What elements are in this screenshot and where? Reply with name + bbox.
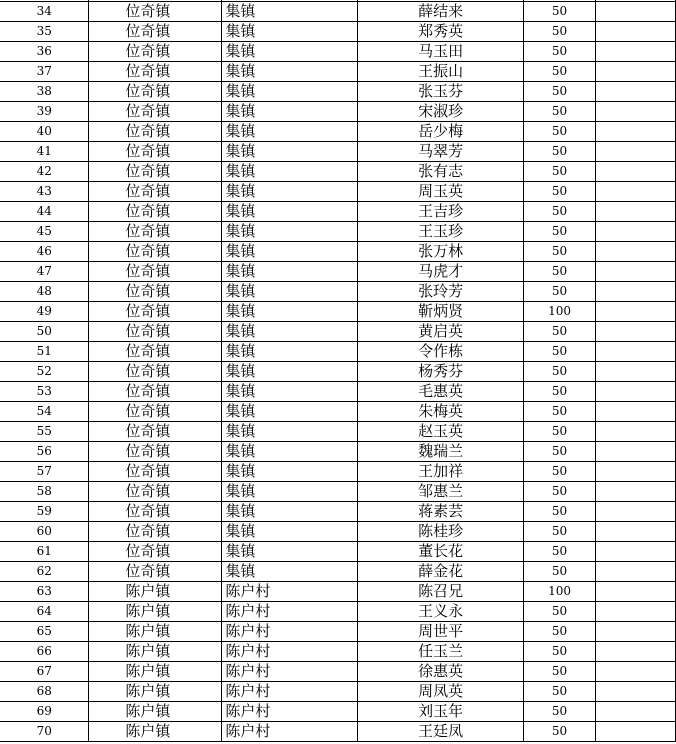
person-name-cell: 陈桂珍 (358, 521, 524, 541)
town-cell: 位奇镇 (89, 401, 222, 421)
table-row (0, 541, 676, 561)
town-cell: 位奇镇 (89, 41, 222, 61)
town-cell: 位奇镇 (89, 241, 222, 261)
town-cell: 位奇镇 (89, 541, 222, 561)
person-name-cell: 周凤英 (358, 681, 524, 701)
table-row (0, 401, 676, 421)
empty-cell (596, 261, 676, 281)
table-row (0, 701, 676, 721)
village-cell: 集镇 (222, 161, 358, 181)
town-cell: 位奇镇 (89, 361, 222, 381)
empty-cell (596, 361, 676, 381)
amount-cell: 50 (524, 381, 596, 401)
person-name-cell: 薛金花 (358, 561, 524, 581)
amount-cell: 50 (524, 541, 596, 561)
empty-cell (596, 141, 676, 161)
village-cell: 集镇 (222, 561, 358, 581)
table-row (0, 641, 676, 661)
town-cell: 陈户镇 (89, 681, 222, 701)
town-cell: 位奇镇 (89, 461, 222, 481)
row-number-cell: 34 (0, 1, 89, 21)
table-row (0, 1, 676, 21)
person-name-cell: 黄启英 (358, 321, 524, 341)
amount-cell: 50 (524, 641, 596, 661)
amount-cell: 50 (524, 441, 596, 461)
row-number-cell: 43 (0, 181, 89, 201)
table-row (0, 281, 676, 301)
village-cell: 陈户村 (222, 681, 358, 701)
row-number-cell: 70 (0, 721, 89, 741)
amount-cell: 50 (524, 21, 596, 41)
town-cell: 位奇镇 (89, 261, 222, 281)
person-name-cell: 张有志 (358, 161, 524, 181)
table-row (0, 681, 676, 701)
empty-cell (596, 301, 676, 321)
amount-cell: 50 (524, 1, 596, 21)
table-row (0, 141, 676, 161)
empty-cell (596, 381, 676, 401)
amount-cell: 100 (524, 581, 596, 601)
empty-cell (596, 661, 676, 681)
town-cell: 位奇镇 (89, 441, 222, 461)
village-cell: 陈户村 (222, 621, 358, 641)
amount-cell: 50 (524, 241, 596, 261)
empty-cell (596, 41, 676, 61)
row-number-cell: 46 (0, 241, 89, 261)
village-cell: 集镇 (222, 521, 358, 541)
row-number-cell: 55 (0, 421, 89, 441)
village-cell: 集镇 (222, 221, 358, 241)
village-cell: 陈户村 (222, 601, 358, 621)
village-cell: 集镇 (222, 101, 358, 121)
amount-cell: 50 (524, 621, 596, 641)
empty-cell (596, 201, 676, 221)
row-number-cell: 69 (0, 701, 89, 721)
empty-cell (596, 401, 676, 421)
table-row (0, 221, 676, 241)
village-cell: 集镇 (222, 21, 358, 41)
person-name-cell: 赵玉英 (358, 421, 524, 441)
row-number-cell: 56 (0, 441, 89, 461)
town-cell: 位奇镇 (89, 141, 222, 161)
person-name-cell: 郑秀英 (358, 21, 524, 41)
amount-cell: 50 (524, 481, 596, 501)
person-name-cell: 令作栋 (358, 341, 524, 361)
amount-cell: 50 (524, 681, 596, 701)
village-cell: 集镇 (222, 501, 358, 521)
row-number-cell: 63 (0, 581, 89, 601)
amount-cell: 50 (524, 341, 596, 361)
empty-cell (596, 721, 676, 741)
amount-cell: 50 (524, 501, 596, 521)
person-name-cell: 宋淑珍 (358, 101, 524, 121)
amount-cell: 50 (524, 661, 596, 681)
empty-cell (596, 161, 676, 181)
table-row (0, 341, 676, 361)
village-cell: 集镇 (222, 241, 358, 261)
town-cell: 位奇镇 (89, 381, 222, 401)
table-row (0, 261, 676, 281)
amount-cell: 50 (524, 221, 596, 241)
town-cell: 位奇镇 (89, 321, 222, 341)
row-number-cell: 68 (0, 681, 89, 701)
town-cell: 陈户镇 (89, 721, 222, 741)
row-number-cell: 66 (0, 641, 89, 661)
empty-cell (596, 561, 676, 581)
table-row (0, 321, 676, 341)
amount-cell: 50 (524, 721, 596, 741)
person-name-cell: 马虎才 (358, 261, 524, 281)
town-cell: 位奇镇 (89, 201, 222, 221)
town-cell: 陈户镇 (89, 661, 222, 681)
person-name-cell: 张玲芳 (358, 281, 524, 301)
amount-cell: 50 (524, 41, 596, 61)
amount-cell: 50 (524, 281, 596, 301)
table-row (0, 581, 676, 601)
village-cell: 集镇 (222, 361, 358, 381)
town-cell: 位奇镇 (89, 21, 222, 41)
row-number-cell: 65 (0, 621, 89, 641)
empty-cell (596, 541, 676, 561)
village-cell: 集镇 (222, 421, 358, 441)
town-cell: 陈户镇 (89, 641, 222, 661)
row-number-cell: 51 (0, 341, 89, 361)
town-cell: 位奇镇 (89, 481, 222, 501)
empty-cell (596, 341, 676, 361)
town-cell: 位奇镇 (89, 1, 222, 21)
empty-cell (596, 641, 676, 661)
row-number-cell: 53 (0, 381, 89, 401)
table-row (0, 81, 676, 101)
town-cell: 陈户镇 (89, 581, 222, 601)
empty-cell (596, 461, 676, 481)
person-name-cell: 杨秀芬 (358, 361, 524, 381)
village-cell: 集镇 (222, 381, 358, 401)
row-number-cell: 48 (0, 281, 89, 301)
row-number-cell: 57 (0, 461, 89, 481)
village-cell: 陈户村 (222, 641, 358, 661)
table-row (0, 481, 676, 501)
town-cell: 位奇镇 (89, 281, 222, 301)
person-name-cell: 王吉珍 (358, 201, 524, 221)
amount-cell: 50 (524, 161, 596, 181)
person-name-cell: 岳少梅 (358, 121, 524, 141)
village-cell: 集镇 (222, 341, 358, 361)
row-number-cell: 44 (0, 201, 89, 221)
amount-cell: 50 (524, 321, 596, 341)
village-cell: 集镇 (222, 141, 358, 161)
person-name-cell: 王廷凤 (358, 721, 524, 741)
table-row (0, 21, 676, 41)
person-name-cell: 张万林 (358, 241, 524, 261)
table-row (0, 721, 676, 741)
amount-cell: 50 (524, 181, 596, 201)
table-row (0, 501, 676, 521)
row-number-cell: 39 (0, 101, 89, 121)
person-name-cell: 任玉兰 (358, 641, 524, 661)
amount-cell: 50 (524, 61, 596, 81)
town-cell: 陈户镇 (89, 621, 222, 641)
row-number-cell: 40 (0, 121, 89, 141)
row-number-cell: 61 (0, 541, 89, 561)
empty-cell (596, 181, 676, 201)
empty-cell (596, 601, 676, 621)
person-name-cell: 薛结来 (358, 1, 524, 21)
amount-cell: 50 (524, 601, 596, 621)
town-cell: 位奇镇 (89, 341, 222, 361)
empty-cell (596, 481, 676, 501)
village-cell: 集镇 (222, 61, 358, 81)
empty-cell (596, 241, 676, 261)
town-cell: 陈户镇 (89, 601, 222, 621)
amount-cell: 100 (524, 301, 596, 321)
amount-cell: 50 (524, 421, 596, 441)
table-row (0, 381, 676, 401)
person-name-cell: 周世平 (358, 621, 524, 641)
person-name-cell: 毛惠英 (358, 381, 524, 401)
empty-cell (596, 101, 676, 121)
person-name-cell: 陈召兄 (358, 581, 524, 601)
row-number-cell: 67 (0, 661, 89, 681)
village-cell: 集镇 (222, 81, 358, 101)
village-cell: 集镇 (222, 121, 358, 141)
table-row (0, 441, 676, 461)
person-name-cell: 周玉英 (358, 181, 524, 201)
town-cell: 位奇镇 (89, 81, 222, 101)
village-cell: 集镇 (222, 441, 358, 461)
village-cell: 陈户村 (222, 701, 358, 721)
person-name-cell: 马翠芳 (358, 141, 524, 161)
table-row (0, 161, 676, 181)
person-name-cell: 王玉珍 (358, 221, 524, 241)
amount-cell: 50 (524, 261, 596, 281)
town-cell: 位奇镇 (89, 61, 222, 81)
row-number-cell: 58 (0, 481, 89, 501)
empty-cell (596, 621, 676, 641)
town-cell: 陈户镇 (89, 701, 222, 721)
empty-cell (596, 121, 676, 141)
empty-cell (596, 441, 676, 461)
village-cell: 集镇 (222, 181, 358, 201)
amount-cell: 50 (524, 201, 596, 221)
village-cell: 集镇 (222, 461, 358, 481)
row-number-cell: 59 (0, 501, 89, 521)
table-row (0, 181, 676, 201)
table-row (0, 601, 676, 621)
amount-cell: 50 (524, 141, 596, 161)
table-row (0, 121, 676, 141)
row-number-cell: 38 (0, 81, 89, 101)
town-cell: 位奇镇 (89, 101, 222, 121)
row-number-cell: 49 (0, 301, 89, 321)
row-number-cell: 52 (0, 361, 89, 381)
person-name-cell: 王加祥 (358, 461, 524, 481)
row-number-cell: 36 (0, 41, 89, 61)
village-cell: 集镇 (222, 401, 358, 421)
table-row (0, 301, 676, 321)
amount-cell: 50 (524, 521, 596, 541)
person-name-cell: 邹惠兰 (358, 481, 524, 501)
town-cell: 位奇镇 (89, 521, 222, 541)
amount-cell: 50 (524, 461, 596, 481)
table-row (0, 61, 676, 81)
empty-cell (596, 221, 676, 241)
village-cell: 集镇 (222, 481, 358, 501)
table-row (0, 661, 676, 681)
town-cell: 位奇镇 (89, 421, 222, 441)
town-cell: 位奇镇 (89, 221, 222, 241)
table-row (0, 101, 676, 121)
person-name-cell: 王义永 (358, 601, 524, 621)
row-number-cell: 35 (0, 21, 89, 41)
person-name-cell: 张玉芬 (358, 81, 524, 101)
person-name-cell: 靳炳贤 (358, 301, 524, 321)
village-cell: 集镇 (222, 321, 358, 341)
person-name-cell: 朱梅英 (358, 401, 524, 421)
table-row (0, 241, 676, 261)
town-cell: 位奇镇 (89, 161, 222, 181)
town-cell: 位奇镇 (89, 121, 222, 141)
amount-cell: 50 (524, 81, 596, 101)
empty-cell (596, 681, 676, 701)
amount-cell: 50 (524, 561, 596, 581)
village-cell: 陈户村 (222, 721, 358, 741)
person-name-cell: 董长花 (358, 541, 524, 561)
row-number-cell: 41 (0, 141, 89, 161)
empty-cell (596, 61, 676, 81)
empty-cell (596, 21, 676, 41)
row-number-cell: 47 (0, 261, 89, 281)
village-cell: 集镇 (222, 541, 358, 561)
empty-cell (596, 521, 676, 541)
village-cell: 集镇 (222, 201, 358, 221)
person-name-cell: 刘玉年 (358, 701, 524, 721)
empty-cell (596, 1, 676, 21)
table-row (0, 621, 676, 641)
town-cell: 位奇镇 (89, 181, 222, 201)
amount-cell: 50 (524, 121, 596, 141)
row-number-cell: 37 (0, 61, 89, 81)
village-cell: 集镇 (222, 41, 358, 61)
amount-cell: 50 (524, 701, 596, 721)
town-cell: 位奇镇 (89, 561, 222, 581)
empty-cell (596, 701, 676, 721)
person-name-cell: 王振山 (358, 61, 524, 81)
empty-cell (596, 81, 676, 101)
table-row (0, 201, 676, 221)
empty-cell (596, 501, 676, 521)
village-cell: 陈户村 (222, 581, 358, 601)
row-number-cell: 42 (0, 161, 89, 181)
person-name-cell: 马玉田 (358, 41, 524, 61)
person-name-cell: 蒋素芸 (358, 501, 524, 521)
person-name-cell: 魏瑞兰 (358, 441, 524, 461)
table-row (0, 461, 676, 481)
empty-cell (596, 581, 676, 601)
table-row (0, 521, 676, 541)
village-cell: 陈户村 (222, 661, 358, 681)
amount-cell: 50 (524, 361, 596, 381)
table-row (0, 561, 676, 581)
village-cell: 集镇 (222, 1, 358, 21)
empty-cell (596, 421, 676, 441)
table-row (0, 421, 676, 441)
village-cell: 集镇 (222, 281, 358, 301)
table-row (0, 41, 676, 61)
village-cell: 集镇 (222, 261, 358, 281)
table-row (0, 361, 676, 381)
row-number-cell: 60 (0, 521, 89, 541)
empty-cell (596, 321, 676, 341)
town-cell: 位奇镇 (89, 301, 222, 321)
row-number-cell: 54 (0, 401, 89, 421)
row-number-cell: 45 (0, 221, 89, 241)
empty-cell (596, 281, 676, 301)
amount-cell: 50 (524, 101, 596, 121)
row-number-cell: 50 (0, 321, 89, 341)
town-cell: 位奇镇 (89, 501, 222, 521)
row-number-cell: 64 (0, 601, 89, 621)
village-cell: 集镇 (222, 301, 358, 321)
row-number-cell: 62 (0, 561, 89, 581)
amount-cell: 50 (524, 401, 596, 421)
person-name-cell: 徐惠英 (358, 661, 524, 681)
